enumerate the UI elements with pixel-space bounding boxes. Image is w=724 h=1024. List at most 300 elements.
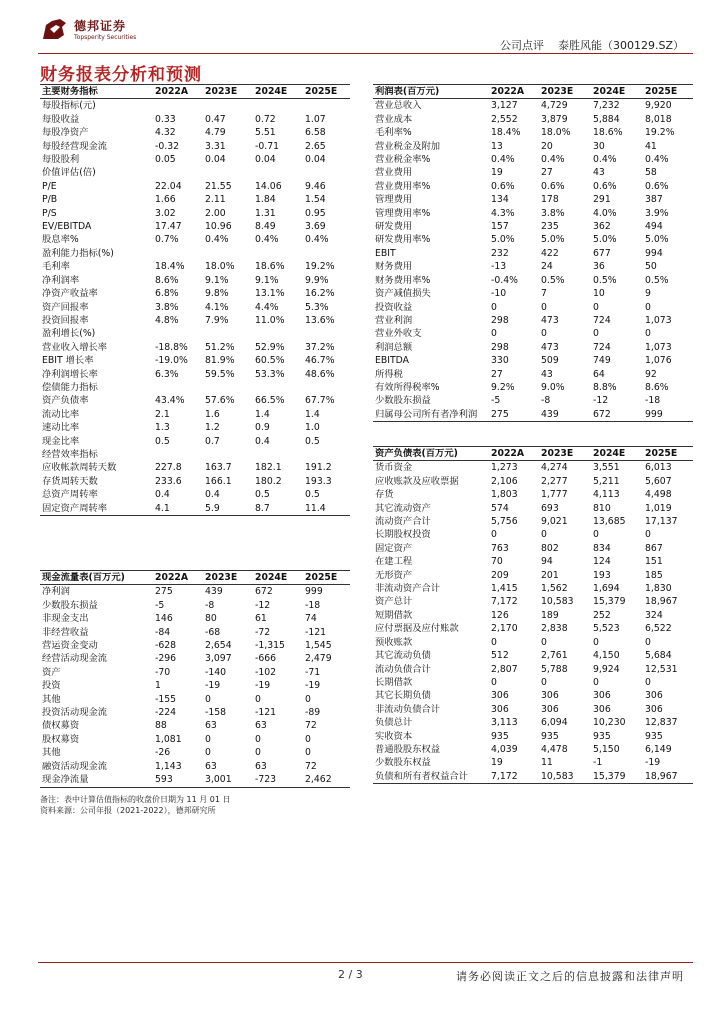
- cell-value: 672: [255, 586, 273, 598]
- row-label: 非流动资产合计: [375, 583, 441, 595]
- cell-value: 0: [205, 693, 211, 705]
- cell-value: 157: [491, 221, 509, 233]
- cell-value: 672: [593, 408, 645, 422]
- cell-value: 64: [593, 368, 605, 380]
- cell-value: 439: [541, 408, 593, 422]
- cell-value: [205, 99, 255, 113]
- row-label: 无形资产: [375, 569, 413, 581]
- cell-value: 802: [541, 542, 559, 554]
- cell-value: [155, 448, 205, 461]
- row-label: 财务费用率%: [375, 274, 431, 286]
- cell-value: 834: [593, 542, 611, 554]
- cell-value: [255, 166, 305, 179]
- cell-value: 74: [305, 613, 317, 625]
- table-row: [40, 207, 350, 220]
- cell-value: 1.07: [305, 113, 326, 125]
- cell-value: 5,150: [593, 743, 620, 755]
- cell-value: 677: [593, 247, 611, 259]
- cell-value: -71: [305, 666, 321, 678]
- cell-value: 2,761: [541, 650, 568, 662]
- cell-value: 10.96: [205, 221, 232, 233]
- table-row: [373, 341, 693, 354]
- cell-value: 1,803: [491, 489, 518, 501]
- cell-value: 67.7%: [305, 395, 335, 407]
- table-row: [373, 569, 693, 582]
- table-row: [40, 421, 350, 434]
- cell-value: 27: [491, 368, 503, 380]
- table-row: [373, 730, 693, 743]
- table-header-row: [373, 85, 693, 99]
- cell-value: 13,685: [593, 516, 626, 528]
- cell-value: 9.46: [305, 180, 326, 192]
- cell-value: 0.4: [255, 435, 270, 447]
- cell-value: 0.6%: [541, 180, 565, 192]
- row-label: 净资产收益率: [42, 288, 98, 300]
- cell-value: 27: [541, 167, 553, 179]
- cell-value: 14.06: [255, 180, 282, 192]
- table-row: [40, 502, 350, 516]
- row-label: 少数股东损益: [42, 599, 98, 611]
- cell-value: 0: [491, 328, 497, 340]
- cell-value: -84: [155, 626, 171, 638]
- table-row: [40, 113, 350, 126]
- cell-value: 0.4%: [491, 154, 515, 166]
- cell-value: -5: [155, 599, 165, 611]
- table-row: [40, 666, 350, 679]
- row-label: EBITDA: [375, 355, 410, 367]
- cell-value: 473: [541, 314, 559, 326]
- brand-logo: [40, 15, 136, 43]
- cell-value: 574: [491, 502, 509, 514]
- cell-value: 298: [491, 314, 509, 326]
- table-header-row: [373, 447, 693, 461]
- row-label: 其它长期负债: [375, 690, 431, 702]
- cell-value: 2,462: [305, 773, 350, 787]
- cell-value: 0: [541, 529, 547, 541]
- cell-value: 0: [645, 636, 651, 648]
- main-indicators-table: [40, 84, 350, 516]
- table-row: [373, 488, 693, 501]
- year-header: 2022A: [155, 85, 205, 99]
- table-row: [40, 368, 350, 381]
- cell-value: 994: [645, 247, 663, 259]
- cell-value: 0: [541, 328, 547, 340]
- cell-value: 58: [645, 167, 657, 179]
- row-label: 研发费用率%: [375, 234, 431, 246]
- cell-value: 2,807: [491, 663, 518, 675]
- cell-value: 146: [155, 613, 173, 625]
- cell-value: 0: [491, 636, 497, 648]
- cell-value: 151: [645, 556, 663, 568]
- table-row: [373, 555, 693, 568]
- table-row: [373, 461, 693, 475]
- cell-value: 7.9%: [205, 314, 229, 326]
- table-title: 现金流量表(百万元): [40, 571, 155, 585]
- row-label: 固定资产: [375, 542, 413, 554]
- row-label: EBIT: [375, 247, 396, 259]
- cell-value: 298: [491, 341, 509, 353]
- cell-value: -89: [305, 707, 321, 719]
- cell-value: 17.47: [155, 221, 182, 233]
- cell-value: 18,967: [645, 770, 693, 784]
- cell-value: 1.4: [255, 408, 270, 420]
- cell-value: -121: [305, 626, 327, 638]
- cell-value: 999: [305, 586, 323, 598]
- cell-value: 0: [593, 301, 599, 313]
- cell-value: 193: [593, 569, 611, 581]
- cell-value: 5.9: [205, 502, 255, 516]
- cell-value: -68: [205, 626, 221, 638]
- cell-value: 3.69: [305, 221, 326, 233]
- table-row: [40, 314, 350, 327]
- cell-value: 0: [541, 301, 547, 313]
- table-row: [373, 582, 693, 595]
- cell-value: [155, 99, 205, 113]
- cell-value: 1,777: [541, 489, 568, 501]
- cell-value: 201: [541, 569, 559, 581]
- cell-value: 3,113: [491, 717, 518, 729]
- cell-value: 18.6%: [255, 261, 285, 273]
- cell-value: 0.6%: [645, 180, 669, 192]
- cell-value: 4,150: [593, 650, 620, 662]
- year-header: 2023E: [205, 571, 255, 585]
- cell-value: 3.31: [205, 140, 226, 152]
- cell-value: 3.8%: [541, 207, 565, 219]
- bull-logo-icon: [40, 15, 68, 43]
- cell-value: [155, 327, 205, 340]
- cell-value: 13.6%: [305, 314, 335, 326]
- year-header: 2023E: [541, 85, 593, 99]
- row-label: 流动比率: [42, 408, 80, 420]
- table-row: [373, 676, 693, 689]
- row-label: 非现金支出: [42, 613, 89, 625]
- year-header: 2022A: [491, 447, 541, 461]
- cell-value: -0.4%: [491, 274, 518, 286]
- cell-value: 12,837: [645, 717, 678, 729]
- cell-value: -18: [305, 599, 321, 611]
- cell-value: 37.2%: [305, 341, 335, 353]
- row-label: P/B: [42, 194, 58, 206]
- cell-value: 46.7%: [305, 355, 335, 367]
- cell-value: -224: [155, 707, 177, 719]
- table-row: [40, 488, 350, 501]
- cell-value: 16.2%: [305, 288, 335, 300]
- cell-value: 0: [593, 676, 599, 688]
- cell-value: 4,113: [593, 489, 620, 501]
- row-label: 其他: [42, 693, 61, 705]
- cell-value: 0: [205, 747, 211, 759]
- cell-value: 1.0: [305, 422, 320, 434]
- cell-value: 232: [491, 247, 509, 259]
- cell-value: 2.11: [205, 194, 226, 206]
- table-row: [373, 649, 693, 662]
- table-row: [373, 113, 693, 126]
- table-row: [373, 166, 693, 179]
- table-row: [40, 693, 350, 706]
- cell-value: 5.3%: [305, 301, 329, 313]
- cell-value: 2,106: [491, 475, 518, 487]
- section-title: 财务报表分析和预测: [40, 65, 202, 85]
- cell-value: 330: [491, 355, 509, 367]
- row-label: 每股股利: [42, 154, 80, 166]
- cell-value: 11.0%: [255, 314, 285, 326]
- cell-value: 52.9%: [255, 341, 285, 353]
- cell-value: -18.8%: [155, 341, 188, 353]
- cell-value: -26: [155, 747, 171, 759]
- cell-value: -5: [491, 395, 501, 407]
- cell-value: 0.6%: [593, 180, 617, 192]
- cell-value: 63: [205, 720, 217, 732]
- source-line: 资料来源：公司年报（2021-2022），德邦研究所: [40, 806, 216, 815]
- cell-value: 5,884: [593, 113, 620, 125]
- cell-value: 4.1%: [205, 301, 229, 313]
- cell-value: [305, 327, 350, 340]
- row-label: 管理费用: [375, 194, 413, 206]
- cell-value: -140: [205, 666, 227, 678]
- table-row: [373, 153, 693, 166]
- row-label: 其他: [42, 747, 61, 759]
- cell-value: 189: [541, 609, 559, 621]
- cell-value: 1: [155, 680, 161, 692]
- cell-value: 12,531: [645, 663, 678, 675]
- cell-value: -19: [255, 680, 271, 692]
- cell-value: 1,562: [541, 583, 568, 595]
- cell-value: -72: [255, 626, 271, 638]
- cell-value: 0.7%: [155, 234, 179, 246]
- cell-value: -19.0%: [155, 355, 188, 367]
- row-label: 资产: [42, 666, 61, 678]
- year-header: 2024E: [593, 447, 645, 461]
- cell-value: 6.58: [305, 127, 326, 139]
- cell-value: 935: [593, 730, 611, 742]
- cell-value: 66.5%: [255, 395, 285, 407]
- row-label: 流动负债合计: [375, 663, 431, 675]
- cell-value: 306: [491, 690, 509, 702]
- row-label: P/S: [42, 207, 57, 219]
- cell-value: 4,274: [541, 462, 568, 474]
- cell-value: 387: [645, 194, 663, 206]
- cell-value: 6,013: [645, 462, 672, 474]
- table-row: [373, 609, 693, 622]
- cell-value: 2,479: [305, 653, 332, 665]
- cell-value: 0.4: [155, 489, 170, 501]
- cell-value: 6,149: [645, 743, 672, 755]
- table-row: [40, 166, 350, 179]
- cell-value: 3.8%: [155, 301, 179, 313]
- cell-value: 166.1: [205, 475, 232, 487]
- cell-value: 233.6: [155, 475, 182, 487]
- page-number: 2 / 3: [338, 968, 363, 981]
- cell-value: [205, 381, 255, 394]
- year-header: 2022A: [491, 85, 541, 99]
- cell-value: 10,583: [541, 596, 574, 608]
- cell-value: 0.5%: [593, 274, 617, 286]
- cell-value: 227.8: [155, 462, 182, 474]
- row-label: 资产总计: [375, 596, 413, 608]
- row-label: 普通股股东权益: [375, 743, 441, 755]
- table-row: [373, 528, 693, 541]
- cell-value: 810: [593, 502, 611, 514]
- table-row: [40, 746, 350, 759]
- cell-value: 0.9: [255, 422, 270, 434]
- table-row: [40, 599, 350, 612]
- cell-value: -10: [491, 288, 507, 300]
- row-label: 存货: [375, 489, 394, 501]
- cell-value: -19: [645, 757, 661, 769]
- year-header: 2025E: [645, 85, 693, 99]
- table-row: [40, 247, 350, 260]
- cell-value: 18,967: [645, 596, 678, 608]
- cell-value: 3,097: [205, 653, 232, 665]
- row-label: 价值评估(倍): [42, 167, 96, 179]
- cell-value: 63: [255, 760, 267, 772]
- row-label: 资产减值损失: [375, 288, 431, 300]
- row-label: 货币资金: [375, 462, 413, 474]
- cell-value: 724: [593, 314, 611, 326]
- cell-value: -19: [305, 680, 321, 692]
- table-row: [373, 193, 693, 206]
- year-header: 2025E: [645, 447, 693, 461]
- row-label: 长期借款: [375, 676, 413, 688]
- cell-value: 0: [541, 676, 547, 688]
- cell-value: 763: [491, 542, 509, 554]
- cell-value: 6,522: [645, 623, 672, 635]
- table-row: [40, 626, 350, 639]
- row-label: P/E: [42, 180, 57, 192]
- cell-value: 306: [593, 690, 611, 702]
- cell-value: 252: [593, 609, 611, 621]
- cell-value: 1,143: [155, 760, 182, 772]
- cell-value: 2,277: [541, 475, 568, 487]
- cell-value: 5,211: [593, 475, 620, 487]
- row-label: 在建工程: [375, 556, 413, 568]
- cell-value: [155, 247, 205, 260]
- table-row: [40, 140, 350, 153]
- row-label: 毛利率%: [375, 127, 412, 139]
- table-row: [373, 502, 693, 515]
- row-label: 现金比率: [42, 435, 80, 447]
- cell-value: 6.8%: [155, 288, 179, 300]
- year-header: 2025E: [305, 85, 350, 99]
- cell-value: 0: [205, 733, 211, 745]
- table-row: [373, 233, 693, 246]
- row-label: 投资收益: [375, 301, 413, 313]
- cell-value: 13.1%: [255, 288, 285, 300]
- cell-value: 0.95: [305, 207, 326, 219]
- cell-value: 1,073: [645, 314, 672, 326]
- cell-value: 5.51: [255, 127, 276, 139]
- row-label: 毛利率: [42, 261, 70, 273]
- cell-value: [205, 166, 255, 179]
- cell-value: 1.84: [255, 194, 276, 206]
- cell-value: [305, 247, 350, 260]
- table-row: [373, 368, 693, 381]
- table-row: [373, 394, 693, 407]
- cell-value: 178: [541, 194, 559, 206]
- cell-value: 19: [491, 757, 503, 769]
- cell-value: 0: [491, 301, 497, 313]
- cell-value: 4.1: [155, 502, 205, 516]
- cell-value: 0.4%: [541, 154, 565, 166]
- year-header: 2022A: [155, 571, 205, 585]
- table-row: [40, 287, 350, 300]
- cell-value: 11: [541, 757, 553, 769]
- cell-value: 5,523: [593, 623, 620, 635]
- cell-value: 7,172: [491, 596, 518, 608]
- cell-value: 48.6%: [305, 368, 335, 380]
- cell-value: -18: [645, 395, 661, 407]
- cell-value: 422: [541, 247, 559, 259]
- cell-value: [205, 327, 255, 340]
- cell-value: 1.54: [305, 194, 326, 206]
- cell-value: [205, 247, 255, 260]
- cell-value: 1,694: [593, 583, 620, 595]
- row-label: 股权募资: [42, 733, 80, 745]
- table-row: [373, 408, 693, 422]
- row-label: 实收资本: [375, 730, 413, 742]
- row-label: 经营活动现金流: [42, 653, 108, 665]
- cell-value: 17,137: [645, 516, 678, 528]
- cell-value: 20: [541, 140, 553, 152]
- cell-value: 306: [645, 703, 663, 715]
- cell-value: 0.4%: [593, 154, 617, 166]
- cell-value: 9,924: [593, 663, 620, 675]
- cell-value: 8.6%: [645, 381, 669, 393]
- table-row: [373, 595, 693, 608]
- cell-value: 324: [645, 609, 663, 621]
- cell-value: [255, 327, 305, 340]
- cell-value: -666: [255, 653, 277, 665]
- cell-value: 51.2%: [205, 341, 235, 353]
- cell-value: 1,019: [645, 502, 672, 514]
- table-row: [373, 636, 693, 649]
- cell-value: 6,094: [541, 717, 568, 729]
- cell-value: 4.32: [155, 127, 176, 139]
- cell-value: 1,545: [305, 640, 332, 652]
- year-header: 2024E: [255, 85, 305, 99]
- cell-value: 3,001: [205, 773, 255, 787]
- cell-value: 43: [593, 167, 605, 179]
- cell-value: -70: [155, 666, 171, 678]
- cell-value: 18.6%: [593, 127, 623, 139]
- cell-value: 50: [645, 261, 657, 273]
- cell-value: 9,920: [645, 100, 672, 112]
- cell-value: 0.4%: [645, 154, 669, 166]
- cell-value: 57.6%: [205, 395, 235, 407]
- table-row: [40, 341, 350, 354]
- cell-value: 7,232: [593, 100, 620, 112]
- cell-value: 0.5: [305, 489, 320, 501]
- cell-value: [155, 166, 205, 179]
- cell-value: 362: [593, 221, 611, 233]
- row-label: 每股收益: [42, 113, 80, 125]
- year-header: 2023E: [205, 85, 255, 99]
- cell-value: -158: [205, 707, 227, 719]
- cell-value: 3,127: [491, 100, 518, 112]
- cell-value: 935: [491, 730, 509, 742]
- row-label: 非流动负债合计: [375, 703, 441, 715]
- row-label: 营业税金率%: [375, 154, 431, 166]
- row-label: 每股经营现金流: [42, 140, 108, 152]
- cell-value: -12: [255, 599, 271, 611]
- row-label: 长期股权投资: [375, 529, 431, 541]
- row-label: 经营效率指标: [42, 448, 98, 460]
- cell-value: 60.5%: [255, 355, 285, 367]
- cell-value: 4.0%: [593, 207, 617, 219]
- cell-value: 61: [255, 613, 267, 625]
- table-header-row: [40, 571, 350, 585]
- row-label: 盈利增长(%): [42, 328, 96, 340]
